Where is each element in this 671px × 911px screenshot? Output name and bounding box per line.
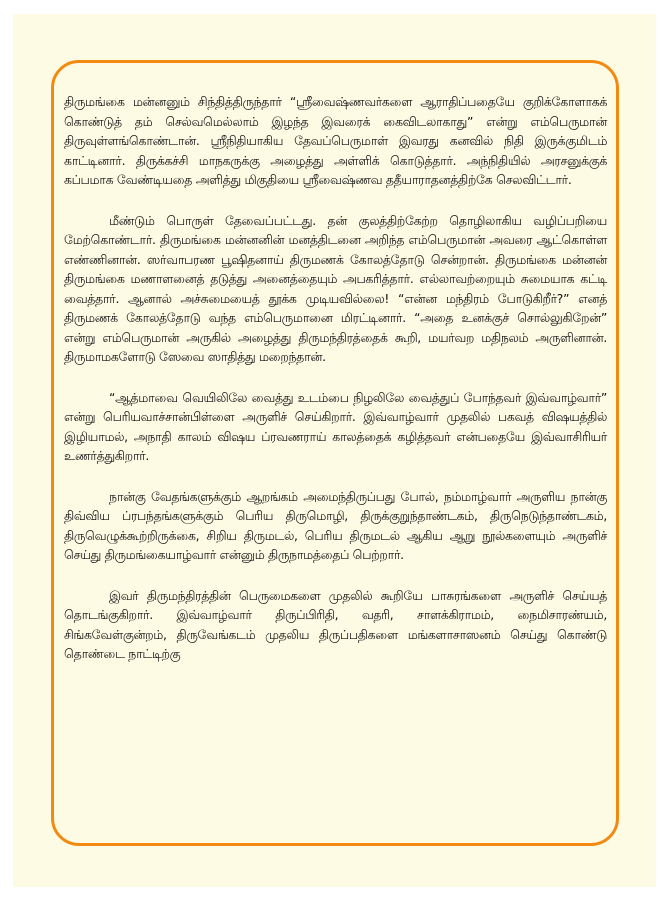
paragraph-5: இவர் திருமந்திரத்தின் பெருமைகளை முதலில் கூறியே பாசுரங்களை அருளிச் செய்யத் தொடங்குகிறார். இவ்வாழ்வார் திருப்பிரிதி, வதரி, சாளக்கிராமம், நைமிசாரண்யம், சிங்கவேள்குன்றம், திருவேங்கடம் முதலிய திருப்பதிகளை மங்களாசாஸனம் செய்து கொண்டு தொண்டை நாட்டிற்கு — [64, 587, 607, 661]
body-text — [64, 92, 607, 685]
paragraph-4: நான்கு வேதங்களுக்கும் ஆறங்கம் அமைந்திருப்பது போல், நம்மாழ்வார் அருளிய நான்கு திவ்விய ப்ரபந்தங்களுக்கும் பெரிய திருமொழி, திருக்குறுந்தாண்டகம், திருநெடுந்தாண்டகம், திருவெழுக்கூற்றிருக்கை, சிறிய திருமடல், பெரிய திருமடல் ஆகிய ஆறு நூல்களையும் அருளிச் செய்து திருமங்கையாழ்வார் என்னும் திருநாமத்தைப் பெற்றார். — [64, 488, 607, 562]
paragraph-3: “ஆத்மாவை வெயிலிலே வைத்து உடம்பை நிழலிலே வைத்துப் போந்தவர் இவ்வாழ்வார்” என்று பெரியவாச்சான்பிள்ளை அருளிச் செய்கிறார். இவ்வாழ்வார் முதலில் பகவத் விஷயத்தில் இழியாமல், அநாதி காலம் விஷய ப்ரவணராய் காலத்தைக் கழித்தவர் என்பதையே இவ்வாசிரியர் உணர்த்துகிறார். — [64, 389, 607, 463]
paragraph-1: திருமங்கை மன்னனும் சிந்தித்திருந்தார் “ஸ்ரீவைஷ்ணவர்களை ஆராதிப்பதையே குறிக்கோளாகக் கொண்டுத் தம் செல்வமெல்லாம் இழந்த இவரைக் கைவிடலாகாது” என்று எம்பெருமான் திருவுள்ளங்கொண்டான். ஸ்ரீநிதியாகிய தேவப்பெருமாள் இவரது கனவில் நிதி இருக்குமிடம் காட்டினார். திருக்கச்சி மாநகருக்கு அழைத்து அள்ளிக் கொடுத்தார். அந்நிதியில் அரசனுக்குக் கப்பமாக வேண்டியதை அளித்து மிகுதியை ஸ்ரீவைஷ்ணவ ததீயாராதனத்திற்கே செலவிட்டார். — [64, 94, 607, 187]
paragraph-2: மீண்டும் பொருள் தேவைப்பட்டது. தன் குலத்திற்கேற்ற தொழிலாகிய வழிப்பறியை மேற்கொண்டார். திருமங்கை மன்னனின் மனத்திடனை அறிந்த எம்பெருமான் அவரை ஆட்கொள்ள எண்ணினான். ஸர்வாபரண பூஷிதனாய் திருமணக் கோலத்தோடு சென்றான். திருமங்கை மன்னன் திருமங்கை மணாளனைத் தடுத்து அனைத்தையும் அபகரித்தார். எல்லாவற்றையும் சுமையாக கட்டி வைத்தார். ஆனால் அச்சுமையைத் தூக்க முடியவில்லை! “என்ன மந்திரம் போடுகிறீர்?” எனத் திருமணக் கோலத்தோடு வந்த எம்பெருமானை மிரட்டினார். “அதை உனக்குச் சொல்லுகிறேன்” என்று எம்பெருமான் அருகில் அழைத்து திருமந்திரத்தைக் கூறி, மயர்வற மதிநலம் அருளினான். திருமாமகளோடு ஸேவை ஸாதித்து மறைந்தான். — [64, 212, 607, 364]
